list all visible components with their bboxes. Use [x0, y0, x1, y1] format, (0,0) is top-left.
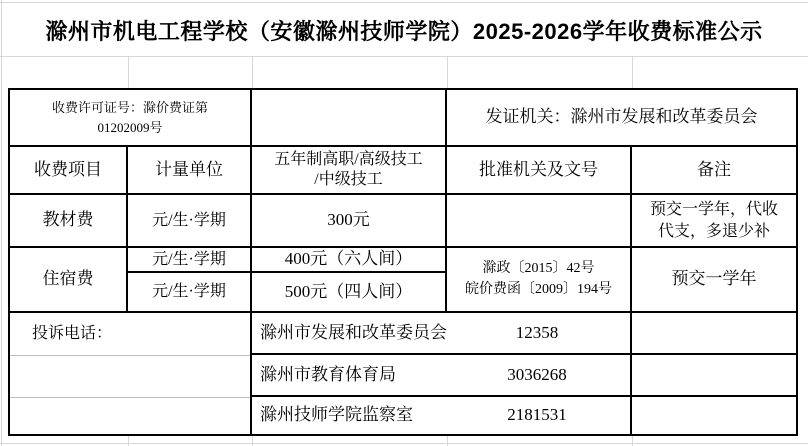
header-unit [128, 147, 252, 195]
complaint-row-2-phone-value: 3036268 [507, 364, 567, 384]
gridline-v-foot3 [447, 436, 448, 446]
gridline-v-foot2 [252, 436, 253, 446]
license-number-cell [10, 90, 252, 147]
complaint-row-3-org: 滁州技师学院监察室 [260, 405, 413, 425]
textbook-price-value: 300元 [327, 210, 370, 230]
dorm-price2-value: 500元（四人间） [284, 281, 413, 301]
license-line1: 收费许可证号：滁价费证第 [51, 100, 208, 115]
textbook-remark-cell [632, 195, 796, 248]
header-item-label: 收费项目 [34, 159, 102, 179]
dorm-price2-cell [252, 273, 447, 313]
header-item [10, 147, 128, 195]
page-title: 滁州市机电工程学校（安徽滁州技师学院）2025-2026学年收费标准公示 [45, 18, 763, 44]
complaint-row-2-phone [447, 355, 627, 395]
gridline-v-foot1 [128, 436, 129, 446]
dorm-item-cell [10, 248, 128, 313]
textbook-price-cell [252, 195, 447, 248]
dorm-remark-value: 预交一学年 [671, 269, 757, 289]
dorm-unit1-label: 元/生·学期 [152, 250, 226, 268]
license-empty-cell [252, 90, 447, 147]
complaint-row-1-org: 滁州市发展和改革委员会 [260, 322, 447, 342]
header-program-line2: /中级技工 [314, 171, 383, 188]
dorm-remark-cell [632, 248, 796, 313]
dorm-authority-line2: 皖价费函〔2009〕194号 [465, 281, 612, 297]
issuer-cell [447, 90, 796, 147]
complaint-row-1-phone-value: 12358 [515, 322, 559, 342]
dorm-unit1-cell [128, 248, 252, 273]
header-remark-label: 备注 [697, 159, 731, 179]
complaint-row-3 [252, 397, 632, 434]
gridline-v-foot4 [632, 436, 633, 446]
textbook-remark-line2: 代支，多退少补 [657, 222, 770, 240]
complaint-row-2 [252, 355, 632, 397]
textbook-unit-label: 元/生·学期 [152, 211, 226, 229]
textbook-item-cell [10, 195, 128, 248]
dorm-item-label: 住宿费 [42, 269, 94, 289]
dorm-authority-cell [447, 248, 632, 313]
complaint-row-3-phone [447, 397, 627, 434]
gridline-v-gap1 [128, 57, 129, 88]
gridline-h-bottom [0, 443, 808, 444]
license-line2: 01202009号 [97, 119, 163, 135]
complaint-row-2-org: 滁州市教育体育局 [260, 364, 396, 384]
complaint-row-1-phone [447, 313, 627, 353]
header-program-line1: 五年制高职/高级技工 [274, 151, 423, 168]
header-program [252, 147, 447, 195]
complaint-remark-cell-3 [632, 397, 796, 434]
complaint-label-region [10, 313, 252, 434]
complaint-faint-separator-2 [10, 397, 250, 398]
gridline-v-left [1, 0, 2, 446]
textbook-remark-line1: 预交一学年，代收 [649, 201, 778, 219]
header-authority-label: 批准机关及文号 [479, 159, 598, 179]
textbook-unit-cell [128, 195, 252, 248]
textbook-authority-cell [447, 195, 632, 248]
complaint-faint-separator-1 [10, 355, 250, 356]
gridline-v-gap3 [447, 57, 448, 88]
fee-table [8, 88, 798, 436]
header-unit-label: 计量单位 [155, 159, 223, 179]
complaint-remark-cell-2 [632, 355, 796, 397]
complaint-row-3-phone-value: 2181531 [507, 405, 567, 425]
dorm-authority-line1: 滁政〔2015〕42号 [482, 261, 595, 277]
complaint-label: 投诉电话： [32, 325, 113, 343]
header-remark [632, 147, 796, 195]
dorm-unit2-cell [128, 273, 252, 313]
dorm-price1-value: 400元（六人间） [284, 249, 413, 269]
complaint-remark-cell-1 [632, 313, 796, 355]
dorm-price1-cell [252, 248, 447, 273]
dorm-unit2-label: 元/生·学期 [152, 283, 226, 301]
issuer-text: 发证机关：滁州市发展和改革委员会 [485, 107, 758, 127]
gridline-v-gap2 [252, 57, 253, 88]
gridline-v-gap4 [632, 57, 633, 88]
header-authority [447, 147, 632, 195]
textbook-item-label: 教材费 [42, 210, 94, 230]
complaint-row-1 [252, 313, 632, 355]
